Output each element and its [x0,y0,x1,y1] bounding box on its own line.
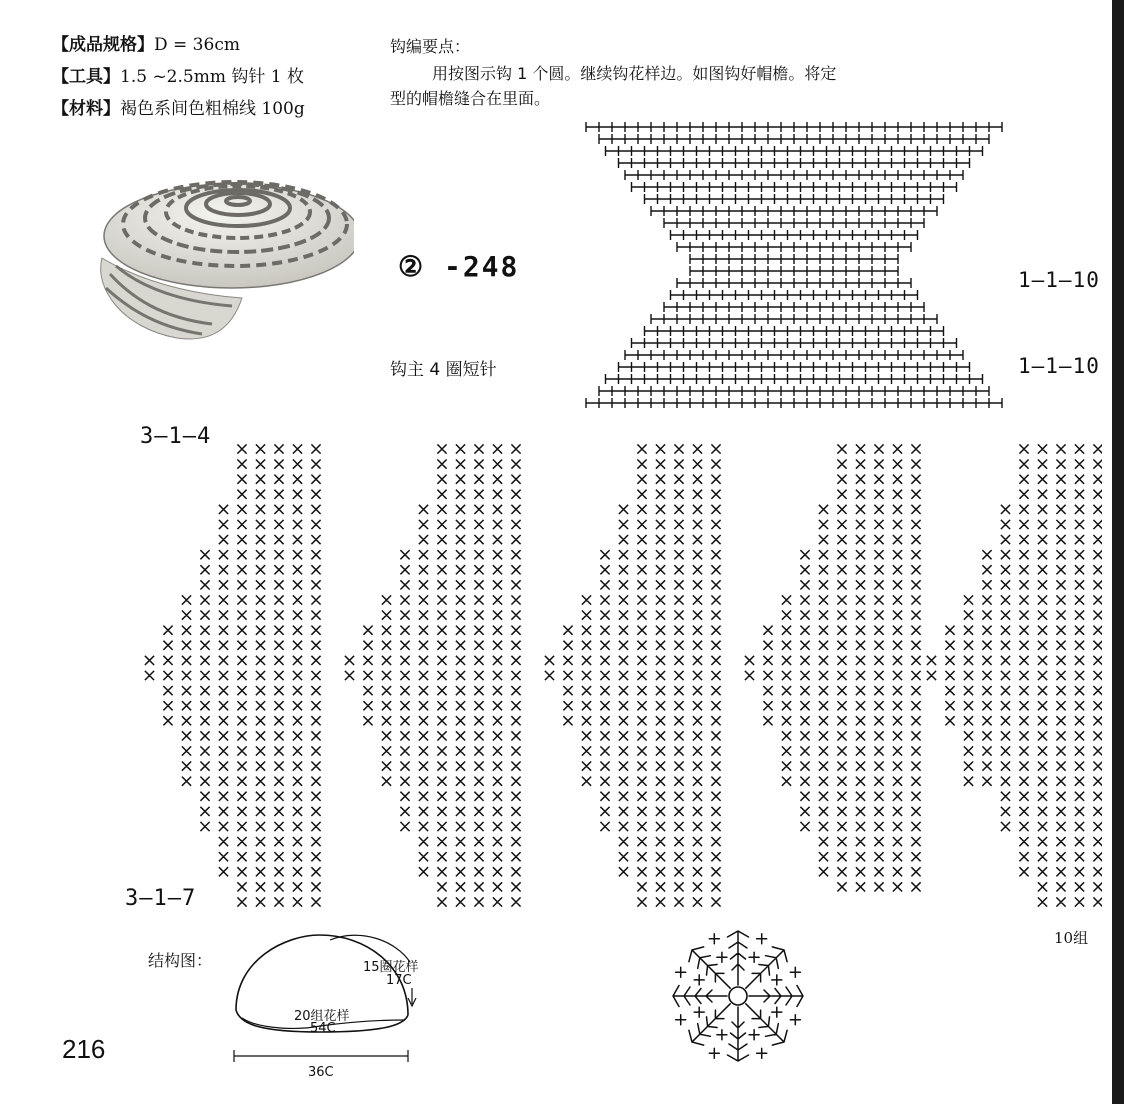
brim-row [632,338,957,348]
groups-label: 10组 [1054,929,1089,947]
brim-row [645,326,944,336]
spec-size-value: D = 36cm [154,35,240,55]
notes-line1: 用按图示钩 1 个圆。继续钩花样边。如图钩好帽檐。将定 [432,64,837,83]
page-number: 216 [62,1034,106,1064]
book-spine [1102,0,1124,1104]
wedge-stitches [927,444,1103,906]
wedge-chart-1 [145,444,321,906]
notes-line2: 型的帽檐缝合在里面。 [390,89,551,108]
wedge-stitches [745,444,921,891]
structure-circumference: 54C [310,1021,336,1036]
spec-tool-label: 【工具】 [52,67,120,87]
spec-material-value: 褐色系间色粗棉线 100g [120,99,305,119]
wedge-charts [145,444,1103,906]
brim-row [664,302,924,312]
wedge-chart-4 [745,444,921,891]
notes-title: 钩编要点： [390,37,471,56]
brim-row [690,254,898,264]
brim-row [606,374,983,384]
brim-row [664,218,924,228]
structure-title: 结构图： [148,951,213,970]
wedge-chart-2 [345,444,521,906]
wedge-chart-5 [927,444,1103,906]
brim-row [671,290,918,300]
brim-row [619,362,970,372]
wedge-label-bottom: 3—1—7 [125,886,197,911]
structure-pattern-rounds: 15圈花样 [363,960,419,975]
wedge-chart-3 [545,444,721,906]
brim-row [625,170,963,180]
brim-dec-bottom: 1—1—10 [1018,354,1100,378]
brim-row [625,350,963,360]
brim-row [651,314,937,324]
brim-row [677,242,911,252]
brim-note: 钩主 4 圈短针 [390,360,497,380]
wedge-label-top: 3—1—4 [140,424,212,449]
brim-row [632,182,957,192]
brim-row [586,398,1002,408]
brim-row [671,230,918,240]
wedge-stitches [145,444,321,906]
flower-motif-icon [673,931,803,1061]
wedge-stitches [545,444,721,906]
structure-diagram [234,935,416,1062]
wedge-stitches [345,444,521,906]
spec-material-label: 【材料】 [52,99,120,119]
brim-chart [586,122,1002,408]
structure-groups: 20组花样 [294,1009,350,1024]
brim-row [606,146,983,156]
brim-row [651,206,937,216]
brim-row [599,134,989,144]
brim-dec-top: 1—1—10 [1018,268,1100,292]
spec-size-label: 【成品规格】 [52,35,154,55]
spec-tool-value: 1.5 ~2.5mm 钩针 1 枚 [120,67,304,87]
brim-row [599,386,989,396]
brim-row [645,194,944,204]
pattern-number: ② -248 [398,250,520,283]
structure-height: 17C [386,973,412,988]
brim-row [586,122,1002,132]
brim-row [690,266,898,276]
brim-row [619,158,970,168]
brim-row [677,278,911,288]
structure-diameter: 36C [308,1065,334,1080]
